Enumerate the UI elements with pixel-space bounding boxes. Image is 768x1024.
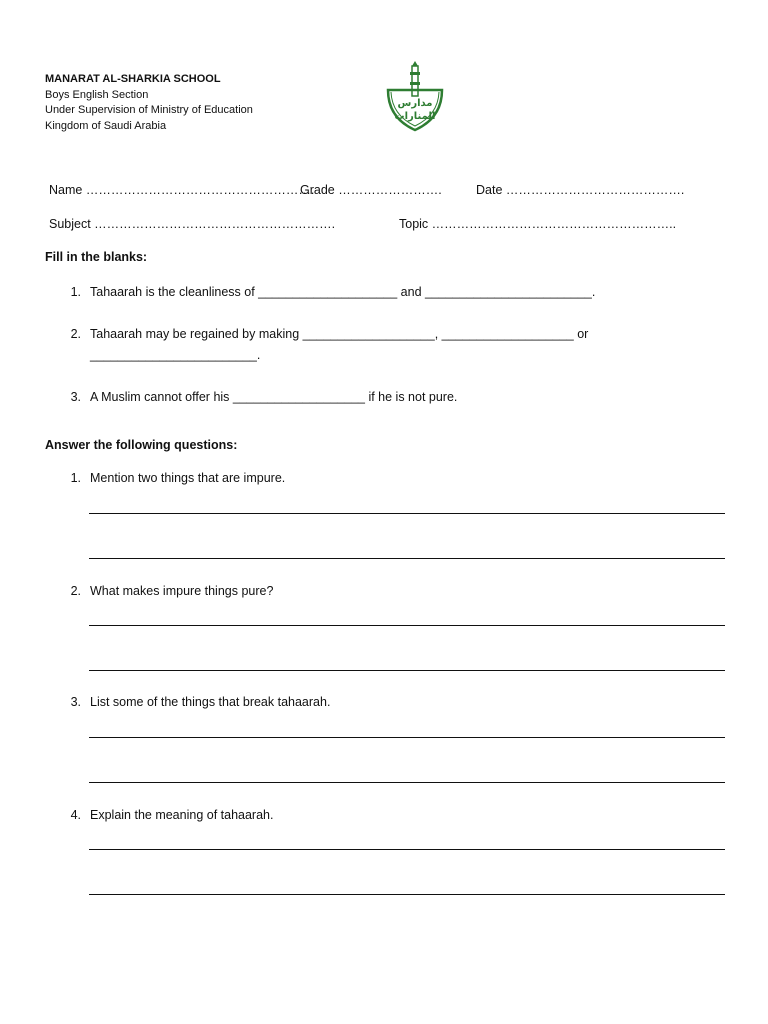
question-text: Mention two things that are impure.	[90, 471, 286, 485]
logo-text-line1: مدارس	[397, 98, 433, 109]
item-number: 3.	[70, 390, 81, 404]
school-name: MANARAT AL-SHARKIA SCHOOL	[45, 73, 221, 85]
question-text: Explain the meaning of tahaarah.	[90, 808, 274, 822]
question-number: 2.	[70, 584, 81, 598]
question-number: 4.	[70, 808, 81, 822]
subject-field[interactable]: Subject ………………………………………………….	[49, 217, 336, 231]
grade-field[interactable]: Grade …………………….	[300, 183, 442, 197]
topic-field[interactable]: Topic …………………………………………………..	[399, 217, 677, 231]
question-text: List some of the things that break tahaarah.	[90, 695, 331, 709]
item-text[interactable]: Tahaarah is the cleanliness of ____________________ and ________________________.	[90, 285, 596, 299]
item-text[interactable]: Tahaarah may be regained by making ___________________, ___________________ or	[90, 327, 589, 341]
question-number: 3.	[70, 695, 81, 709]
answer-line[interactable]	[89, 737, 725, 738]
fill-blanks-title: Fill in the blanks:	[45, 250, 148, 264]
school-logo-icon	[382, 60, 448, 134]
name-field[interactable]: Name ……………………………………………….	[49, 183, 315, 197]
date-field[interactable]: Date …………………………………….	[476, 183, 685, 197]
school-country: Kingdom of Saudi Arabia	[45, 119, 167, 132]
item-number: 2.	[70, 327, 81, 341]
item-number: 1.	[70, 285, 81, 299]
answer-line[interactable]	[89, 894, 725, 895]
school-section: Boys English Section	[45, 88, 149, 101]
answer-line[interactable]	[89, 513, 725, 514]
question-number: 1.	[70, 471, 81, 485]
school-supervision: Under Supervision of Ministry of Education	[45, 104, 253, 116]
answer-line[interactable]	[89, 558, 725, 559]
item-text[interactable]: A Muslim cannot offer his ___________________ if he is not pure.	[90, 390, 458, 404]
item-text-continued[interactable]: ________________________.	[90, 348, 261, 362]
answer-line[interactable]	[89, 670, 725, 671]
questions-title: Answer the following questions:	[45, 438, 238, 452]
question-text: What makes impure things pure?	[90, 584, 274, 598]
answer-line[interactable]	[89, 849, 725, 850]
school-header	[45, 72, 253, 134]
answer-line[interactable]	[89, 625, 725, 626]
logo-text-line2: المنارات	[394, 111, 436, 122]
answer-line[interactable]	[89, 782, 725, 783]
